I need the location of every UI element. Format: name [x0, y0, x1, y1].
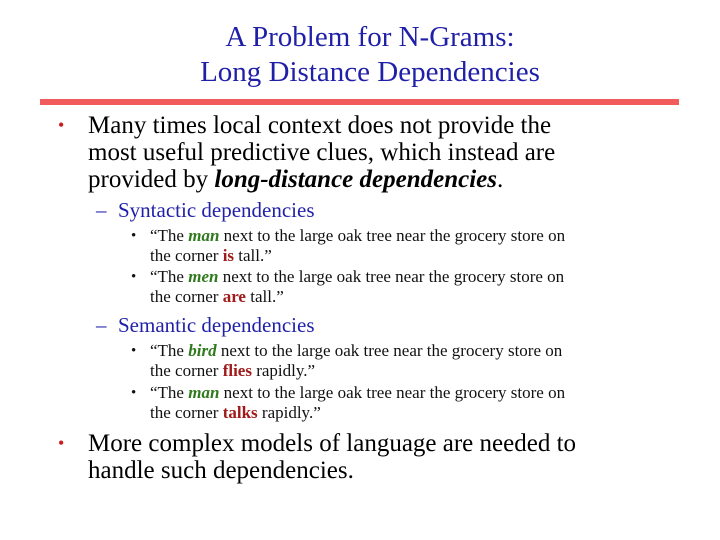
bullet-icon: •: [58, 433, 65, 453]
example-line-2: [150, 287, 564, 307]
text-segment: rapidly.”: [251, 361, 316, 380]
text-segment: the corner: [150, 287, 223, 306]
text-segment: tall.”: [234, 246, 272, 265]
verb-word: talks: [222, 403, 258, 422]
main-bullet-2-line-1: More complex models of language are needed to: [88, 430, 577, 457]
verb-word: flies: [222, 361, 252, 380]
dash-icon: –: [96, 313, 107, 337]
semantic-example-1: [131, 341, 563, 381]
verb-word: is: [222, 246, 235, 265]
example-line-1: [150, 226, 565, 246]
text-segment: next to the large oak tree near the grocery store on: [218, 267, 565, 286]
title-line-2: Long Distance Dependencies: [200, 56, 540, 88]
syntactic-example-2: [131, 267, 565, 307]
bullet-icon: •: [131, 385, 137, 401]
slide-title: [0, 20, 720, 90]
subject-word: bird: [188, 341, 217, 360]
text-segment: “The: [150, 226, 189, 245]
title-divider: [40, 99, 679, 105]
text-segment: “The: [150, 341, 189, 360]
text-segment: “The: [150, 267, 189, 286]
semantic-example-2: [131, 383, 566, 423]
subject-word: men: [188, 267, 219, 286]
bullet-icon: •: [131, 343, 137, 359]
main-bullet-1-line-3: [88, 166, 555, 193]
verb-word: are: [222, 287, 246, 306]
sub-bullet-syntactic: [96, 198, 315, 222]
main-bullet-2: [58, 430, 577, 484]
subject-word: man: [188, 226, 220, 245]
example-line-2: [150, 361, 562, 381]
text-segment: rapidly.”: [257, 403, 321, 422]
text-segment: provided by: [88, 166, 215, 193]
text-segment: tall.”: [245, 287, 284, 306]
example-line-2: [150, 403, 565, 423]
emphasis-text: long-distance dependencies: [214, 166, 497, 193]
subject-word: man: [188, 383, 220, 402]
syntactic-example-1: [131, 226, 566, 266]
sub-bullet-label: Semantic dependencies: [118, 313, 315, 337]
bullet-icon: •: [131, 228, 137, 244]
bullet-icon: •: [58, 115, 65, 135]
text-segment: the corner: [150, 361, 223, 380]
text-segment: the corner: [150, 403, 223, 422]
main-bullet-1: [58, 112, 556, 193]
example-line-1: [150, 341, 562, 361]
text-segment: next to the large oak tree near the grocery store on: [219, 383, 566, 402]
example-line-2: [150, 246, 565, 266]
dash-icon: –: [96, 198, 107, 222]
example-line-1: [150, 383, 565, 403]
main-bullet-1-line-2: most useful predictive clues, which instead are: [88, 139, 556, 166]
sub-bullet-semantic: [96, 313, 315, 337]
text-segment: “The: [150, 383, 189, 402]
example-line-1: [150, 267, 564, 287]
sub-bullet-label: Syntactic dependencies: [118, 198, 315, 222]
title-line-1: A Problem for N-Grams:: [225, 21, 515, 53]
text-segment: next to the large oak tree near the grocery store on: [219, 226, 566, 245]
text-segment: next to the large oak tree near the grocery store on: [216, 341, 563, 360]
bullet-icon: •: [131, 269, 137, 285]
main-bullet-1-line-1: Many times local context does not provide the: [88, 112, 552, 139]
text-segment: the corner: [150, 246, 223, 265]
main-bullet-2-line-2: handle such dependencies.: [88, 457, 354, 484]
text-segment: .: [496, 166, 504, 193]
